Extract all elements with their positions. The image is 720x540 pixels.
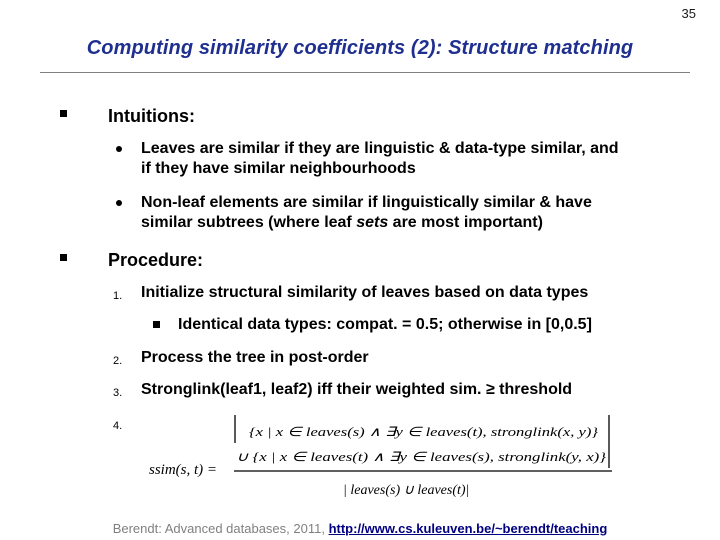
formula-numerator-row1: {x | x ∈ leaves(s) ∧ ∃y ∈ leaves(t), stronglink(x, y)} (249, 424, 600, 439)
intuitions-heading: Intuitions: (108, 106, 195, 126)
slide-title: Computing similarity coefficients (2): Structure matching (86, 37, 634, 59)
formula-numerator-row2: ∪ {x | x ∈ leaves(t) ∧ ∃y ∈ leaves(s), stronglink(y, x)} (236, 449, 608, 464)
intuition-2-line2-emphasis: sets (356, 214, 389, 231)
sub-item-text: Identical data types: compat. = 0.5; otherwise in [0,0.5] (178, 316, 592, 333)
step-text: Initialize structural similarity of leaves based on data types (141, 284, 589, 301)
formula-lhs: ssim(s, t) = (149, 462, 218, 478)
intuition-2-line2-after: are most important) (388, 214, 543, 231)
step-text: Stronglink(leaf1, leaf2) iff their weighted sim. ≥ threshold (141, 381, 573, 398)
step-number: 2. (113, 355, 123, 367)
footer-text: Berendt: Advanced databases, 2011, (112, 521, 329, 536)
page-number: 35 (681, 6, 696, 21)
footer-link[interactable]: http://www.cs.kuleuven.be/~berendt/teaching (328, 521, 608, 536)
step-number: 4. (113, 420, 123, 432)
procedure-heading: Procedure: (108, 250, 204, 270)
intuition-1-line2: if they have similar neighbourhoods (141, 160, 416, 177)
step-number: 1. (113, 290, 123, 302)
formula-denominator: | leaves(s) ∪ leaves(t)| (343, 483, 470, 498)
step-text: Process the tree in post-order (141, 349, 369, 366)
intuition-2-line1: Non-leaf elements are similar if linguistically similar & have (141, 194, 592, 211)
step-number: 3. (113, 387, 123, 399)
footer (0, 521, 720, 536)
intuition-1-line1: Leaves are similar if they are linguistic & data-type similar, and (141, 140, 619, 157)
intuition-2-line2-before: similar subtrees (where leaf (141, 214, 357, 231)
